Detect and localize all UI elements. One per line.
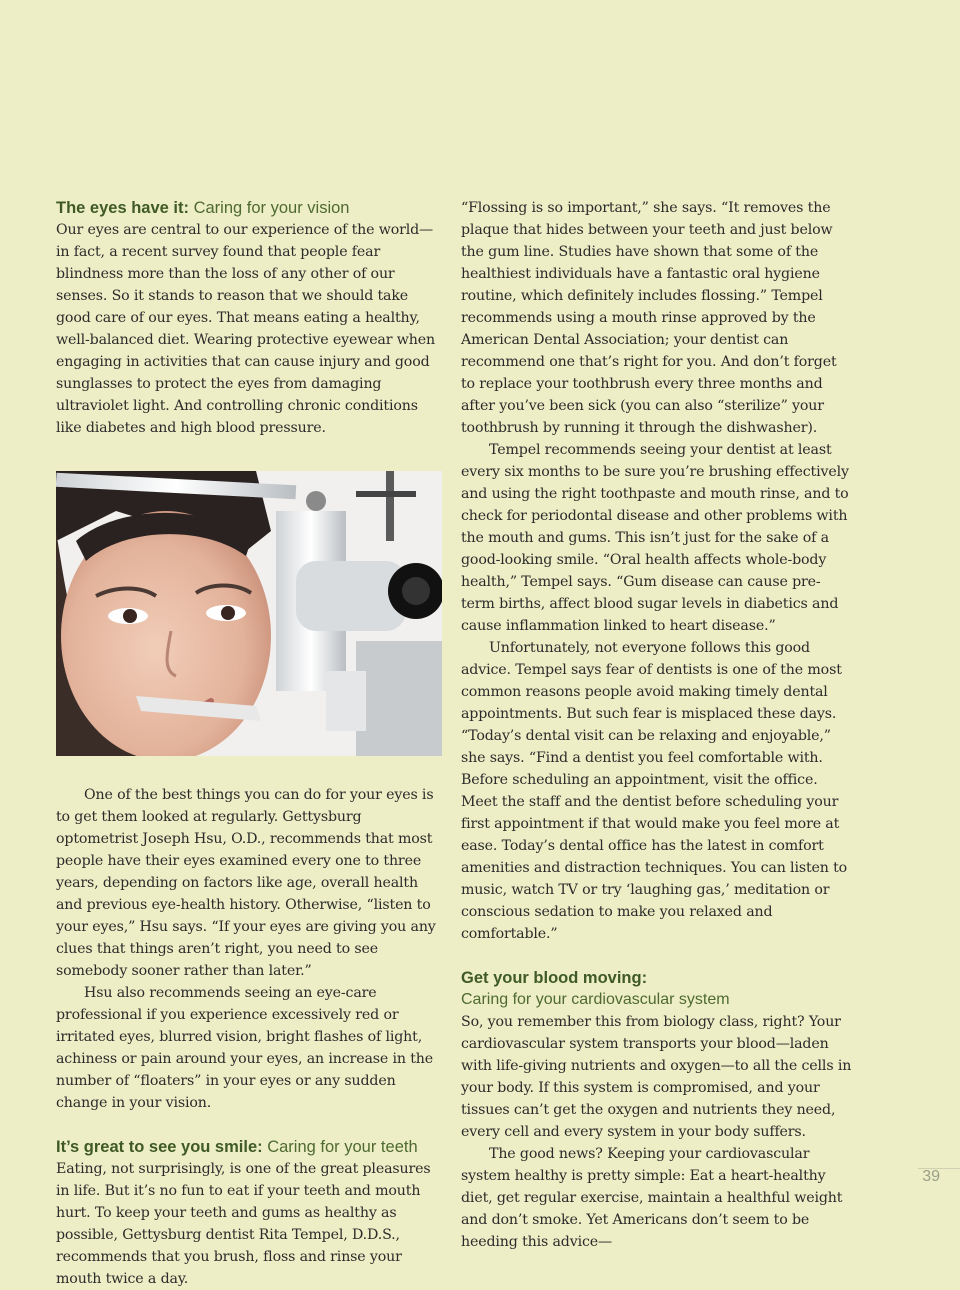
- heading-bold: Get your blood moving:: [461, 969, 648, 987]
- paragraph: One of the best things you can do for your eyes is to get them looked at regularly. Gettysburg optometrist Joseph Hsu, O.D., recommends that most people have their eyes examined every one to three years, depending on factors like age, overall health and previous eye-health history. Otherwise, “listen to your eyes,” Hsu says. “If your eyes are giving you any clues that things aren’t right, you need to see somebody sooner rather than later.”: [56, 787, 436, 979]
- paragraph: Hsu also recommends seeing an eye-care professional if you experience excessively red or irritated eyes, blurred vision, bright flashes of light, achiness or pain around your eyes, an increase in the number of “floaters” in your eyes or any sudden change in your vision.: [56, 985, 434, 1111]
- heading-light: Caring for your teeth: [267, 1138, 418, 1156]
- heading-bold: The eyes have it:: [56, 199, 189, 217]
- section-heading-cardio: [461, 967, 853, 989]
- paragraph: So, you remember this from biology class, right? Your cardiovascular system transports your blood—laden with life-giving nutrients and oxygen—to all the cells in your body. If this system is compromised, and your tissues can’t get the oxygen and nutrients they need, every cell and every system in your body suffers.: [461, 1014, 852, 1140]
- section-heading-vision: [56, 197, 442, 219]
- heading-bold: It’s great to see you smile:: [56, 1138, 263, 1156]
- paragraph: “Flossing is so important,” she says. “It removes the plaque that hides between your teeth and just below the gum line. Studies have shown that some of the healthiest individuals have a fantastic oral hygiene routine, which definitely includes flossing.” Tempel recommends using a mouth rinse approved by the American Dental Association; your dentist can recommend one that’s right for you. And don’t forget to replace your toothbrush every three months and after you’ve been sick (you can also “sterilize” your toothbrush by running it through the dishwasher).: [461, 200, 837, 436]
- section-heading-teeth: [56, 1136, 442, 1158]
- section-subheading-cardio: Caring for your cardiovascular system: [461, 991, 730, 1008]
- paragraph: Eating, not surprisingly, is one of the great pleasures in life. But it’s no fun to eat if your teeth and mouth hurt. To keep your teeth and gums as healthy as possible, Gettysburg dentist Rita Tempel, D.D.S., recommends that you brush, floss and rinse your mouth twice a day.: [56, 1161, 431, 1287]
- paragraph: Unfortunately, not everyone follows this good advice. Tempel says fear of dentists is one of the most common reasons people avoid making timely dental appointments. But such fear is misplaced these days. “Today’s dental visit can be relaxing and enjoyable,” she says. “Find a dentist you feel comfortable with. Before scheduling an appointment, visit the office. Meet the staff and the dentist before scheduling your first appointment if that would make you feel more at ease. Today’s dental office has the latest in comfort amenities and distraction techniques. You can listen to music, watch TV or try ‘laughing gas,’ meditation or conscious sedation to make you relaxed and comfortable.”: [461, 640, 848, 942]
- paragraph: The good news? Keeping your cardiovascular system healthy is pretty simple: Eat a heart-healthy diet, get regular exercise, maintain a healthful weight and don’t smoke. Yet Americans don’t seem to be heeding this advice—: [461, 1146, 843, 1250]
- heading-light: Caring for your vision: [193, 199, 350, 217]
- eye-exam-illustration: [56, 471, 442, 756]
- paragraph: Our eyes are central to our experience of the world—in fact, a recent survey found that people fear blindness more than the loss of any other of our senses. So it stands to reason that we should take good care of our eyes. That means eating a healthy, well-balanced diet. Wearing protective eyewear when engaging in activities that can cause injury and good sunglasses to protect the eyes from damaging ultraviolet light. And controlling chronic conditions like diabetes and high blood pressure.: [56, 222, 435, 436]
- page-number: 39: [922, 1168, 940, 1185]
- paragraph: Tempel recommends seeing your dentist at least every six months to be sure you’re brushing effectively and using the right toothpaste and mouth rinse, and to check for periodontal disease and other problems with the mouth and gums. This isn’t just for the sake of a good-looking smile. “Oral health affects whole-body health,” Tempel says. “Gum disease can cause pre-term births, affect blood sugar levels in diabetics and cause inflammation linked to heart disease.”: [461, 442, 849, 634]
- right-column: [461, 197, 853, 1253]
- eye-exam-photo: [56, 471, 442, 756]
- left-column: [56, 197, 442, 1290]
